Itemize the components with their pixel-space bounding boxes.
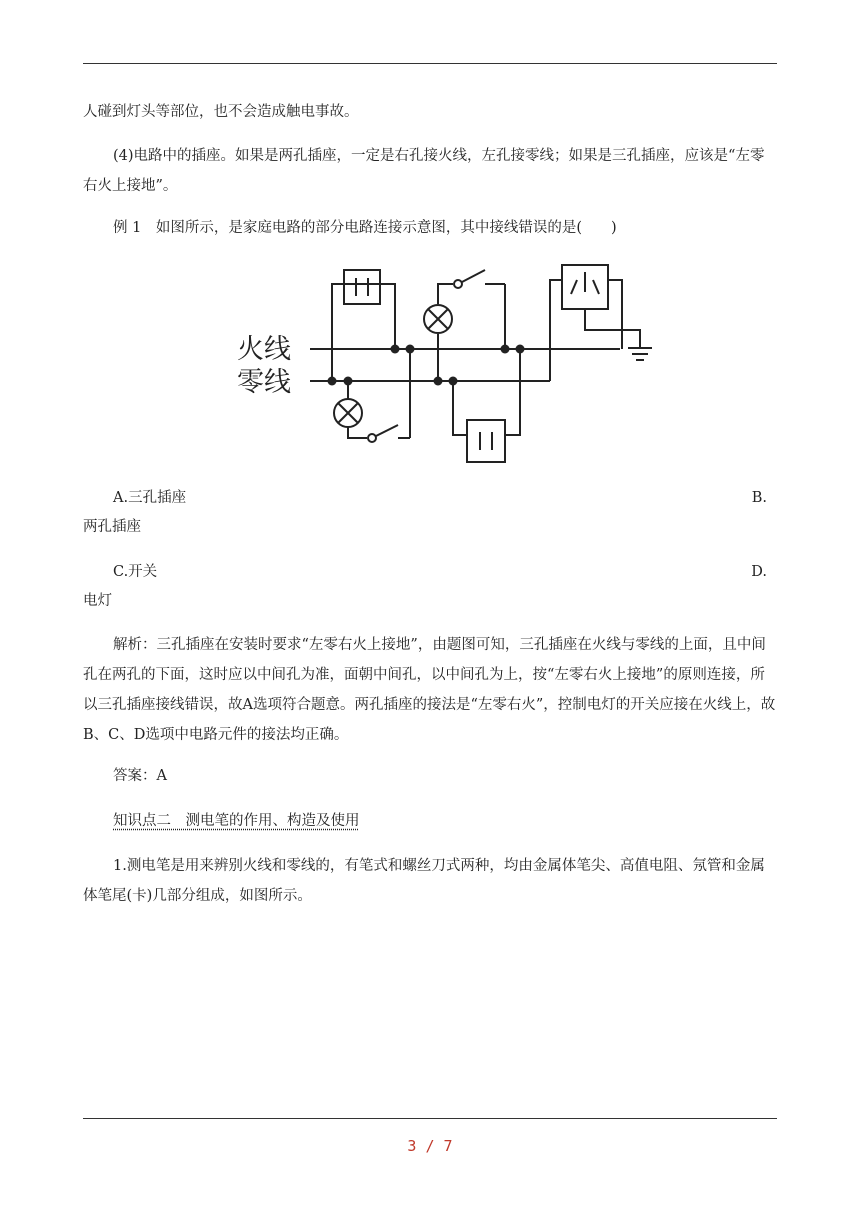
answer-line: 答案：A xyxy=(113,768,167,784)
page-number: 3 / 7 xyxy=(407,1137,453,1155)
header-rule xyxy=(83,63,777,64)
knowledge-point-title-text: 知识点二 测电笔的作用、构造及使用 xyxy=(113,813,360,829)
footer-rule xyxy=(83,1118,777,1119)
paragraph-socket: (4)电路中的插座。如果是两孔插座，一定是右孔接火线，左孔接零线；如果是三孔插座，应该是“左零右火上接地”。 xyxy=(83,148,765,194)
live-wire-label: 火线 xyxy=(237,334,291,365)
neutral-wire-label: 零线 xyxy=(237,367,291,398)
tester-paragraph: 1.测电笔是用来辨别火线和零线的，有笔式和螺丝刀式两种，均由金属体笔尖、高值电阻、氖管和金属体笔尾(卡)几部分组成，如图所示。 xyxy=(83,858,765,904)
two-hole-socket-top xyxy=(344,270,380,304)
option-b-text: 两孔插座 xyxy=(83,519,141,535)
two-hole-socket-bottom xyxy=(467,420,505,462)
option-d-letter: D. xyxy=(751,564,767,580)
option-a: A.三孔插座 xyxy=(113,490,187,506)
circuit-diagram xyxy=(0,250,860,470)
option-d-text: 电灯 xyxy=(83,593,112,609)
option-c: C.开关 xyxy=(113,564,158,580)
example-question: 例 1 如图所示，是家庭电路的部分电路连接示意图，其中接线错误的是( ) xyxy=(113,220,617,236)
analysis-paragraph: 解析：三孔插座在安装时要求“左零右火上接地”，由题图可知，三孔插座在火线与零线的上面，且中间孔在两孔的下面，这时应以中间孔为准，面朝中间孔，以中间孔为上，按“左零右火上接地”的原则连接，所以三孔插座接线错误，故A选项符合题意。两孔插座的接法是“左零右火”，控制电灯的开关应接在火线上，故B、C、D选项中电路元件的接法均正确。 xyxy=(83,637,776,743)
option-b-letter: B. xyxy=(751,490,767,506)
text-line: 人碰到灯头等部位，也不会造成触电事故。 xyxy=(83,104,359,120)
knowledge-point-title xyxy=(83,806,777,836)
